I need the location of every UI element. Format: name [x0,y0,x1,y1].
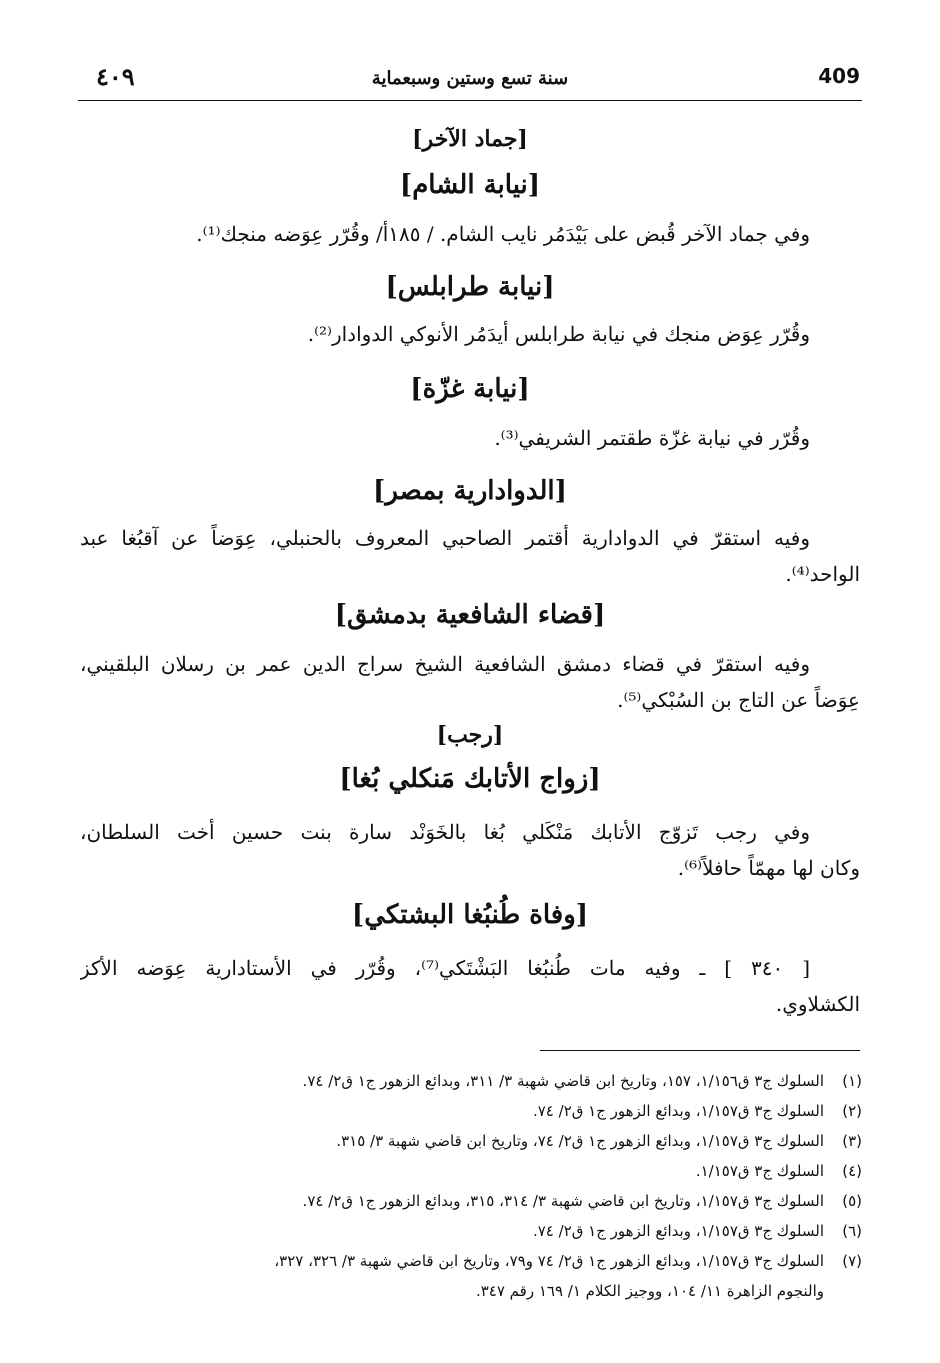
paragraph-line: الواحد⁽⁴⁾. [785,562,860,586]
footnote-number: (٤) [842,1162,862,1180]
footnote-text: السلوك ج٣ ق١/١٥٧، وبدائع الزهور ج١ ق٢/ ٧٤. [532,1222,824,1240]
footnote-number: (٥) [842,1192,862,1210]
section-heading: [الدوادارية بمصر] [373,476,567,506]
paragraph-line: [ ٣٤٠ ] ـ وفيه مات طُنبُغا البَشْتَكي⁽⁷⁾، وقُرّر في الأستادارية عِوَضه الأكز [80,956,811,980]
footnote-text: السلوك ج٣ ق١/١٥٦، ١٥٧، وتاريخ ابن قاضي شهبة ٣/ ٣١١، وبدائع الزهور ج١ ق٢/ ٧٤. [302,1072,824,1090]
footnote [78,1126,862,1156]
section-heading: [نيابة طرابلس] [385,272,555,302]
footnote-number: (٢) [842,1102,862,1120]
footnote [78,1096,862,1126]
footnote-number: (١) [842,1072,862,1090]
footnote-rule [540,1050,860,1051]
footnote [78,1246,862,1276]
paragraph-line: وفي رجب تَزوّج الأتابك مَنْكَلي بُغا بالخَوَنْد سارة بنت حسين أخت السلطان، [80,820,811,844]
footnote-text: السلوك ج٣ ق١/١٥٧، وبدائع الزهور ج١ ق٢/ ٧٤. [532,1102,824,1120]
section-heading: [جماد الآخر] [412,126,528,152]
footnote-text: السلوك ج٣ ق١/١٥٧. [695,1162,824,1180]
footnote-continuation: والنجوم الزاهرة ١١/ ١٠٤، ووجيز الكلام ١/ ١٦٩ رقم ٣٤٧. [475,1282,824,1300]
section-heading: [زواج الأتابك مَنكلي بُغا] [339,764,601,794]
paragraph [80,814,860,886]
paragraph-line: عِوَضاً عن التاج بن السُبْكي⁽⁵⁾. [617,688,860,712]
footnote-number: (٣) [842,1132,862,1150]
section-heading: [نيابة غزّة] [410,374,530,404]
section-heading: [وفاة طُنبُغا البشتكي] [351,900,589,930]
footnote-text: السلوك ج٣ ق١/١٥٧، وبدائع الزهور ج١ ق٢/ ٧٤، وتاريخ ابن قاضي شهبة ٣/ ٣١٥. [336,1132,824,1150]
footnote [78,1216,862,1246]
footnote-number: (٧) [842,1252,862,1270]
paragraph [80,950,860,1022]
paragraph [80,520,860,592]
footnote [78,1156,862,1186]
running-head [78,60,862,101]
paragraph-line: وقُرّر عِوَض منجك في نيابة طرابلس أيدَمُر الأنوكي الدوادار⁽²⁾. [307,322,810,346]
footnote [78,1186,862,1216]
footnote-text: السلوك ج٣ ق١/١٥٧، وبدائع الزهور ج١ ق٢/ ٧٤ و٧٩، وتاريخ ابن قاضي شهبة ٣/ ٣٢٦، ٣٢٧، [274,1252,824,1270]
footnotes [78,1066,862,1306]
footnote-text: السلوك ج٣ ق١/١٥٧، وتاريخ ابن قاضي شهبة ٣/ ٣١٤، ٣١٥، وبدائع الزهور ج١ ق٢/ ٧٤. [302,1192,824,1210]
paragraph-line: وقُرّر في نيابة غزّة طقتمر الشريفي⁽³⁾. [494,426,810,450]
footnote [78,1066,862,1096]
paragraph-line: الكشلاوي. [775,992,860,1016]
paragraph [80,420,860,456]
paragraph-line: وفيه استقرّ في الدوادارية أقتمر الصاحبي المعروف بالحنبلي، عِوَضاً عن آقبُغا عبد [80,526,810,550]
paragraph [80,216,860,252]
paragraph [80,646,860,718]
paragraph [80,316,860,352]
paragraph-line: وكان لها مهمّاً حافلاً⁽⁶⁾. [677,856,860,880]
section-heading: [نيابة الشام] [399,170,541,200]
page-number-arabic: ٤٠٩ [96,62,135,91]
running-title: سنة تسع وستين وسبعماية [371,68,569,89]
paragraph-line: وفيه استقرّ في قضاء دمشق الشافعية الشيخ سراج الدين عمر بن رسلان البلقيني، [80,652,810,676]
paragraph-line: وفي جماد الآخر قُبض على بَيْدَمُر نايب الشام. / ١٨٥أ/ وقُرّر عِوَضه منجك⁽¹⁾. [196,222,810,246]
footnote-number: (٦) [842,1222,862,1240]
page-number-latin: 409 [818,64,860,88]
section-heading: [قضاء الشافعية بدمشق] [334,600,606,630]
section-heading: [رجب] [436,722,504,748]
